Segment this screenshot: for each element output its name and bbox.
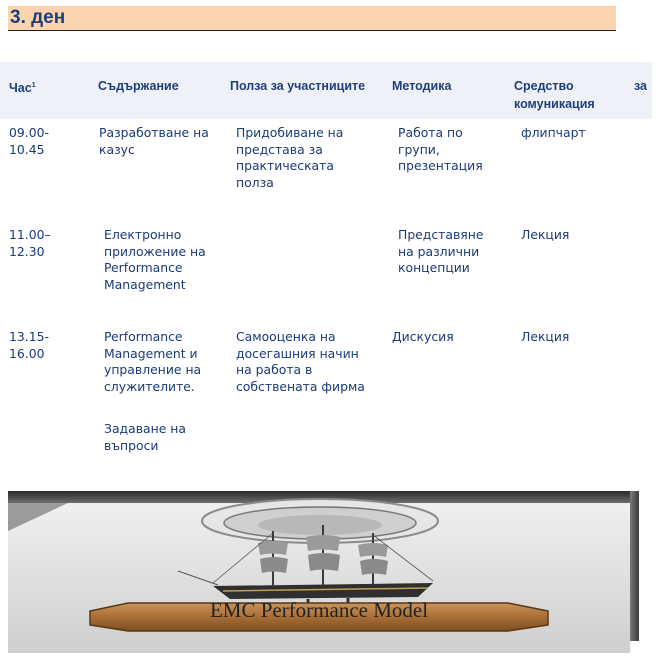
row1-communication: флипчарт	[521, 125, 586, 140]
row3-method: Дискусия	[392, 329, 454, 344]
header-content: Съдържание	[98, 79, 179, 93]
day-header	[8, 6, 616, 31]
header-communication: Средство	[514, 79, 574, 93]
row3-time: 13.15- 16.00	[9, 329, 49, 361]
ship-illustration	[8, 491, 630, 653]
image-edge	[630, 491, 639, 641]
header-communication-za: за	[634, 79, 648, 93]
row3-content-extra: Задаване на въпроси	[104, 421, 186, 453]
row3-communication: Лекция	[521, 329, 570, 344]
ship-scene-graphic	[8, 491, 630, 653]
row1-time: 09.00- 10.45	[9, 125, 49, 157]
header-benefit: Полза за участниците	[230, 79, 366, 93]
nameplate-caption: EMC Performance Model	[209, 598, 429, 622]
row3-benefit: Самооценка на досегашния начин на работа в собствената фирма	[236, 329, 365, 394]
row2-method: Представяне на различни концепции	[398, 227, 484, 275]
row2-time: 11.00– 12.30	[9, 227, 51, 259]
footnote-marker: 1	[31, 82, 36, 89]
row1-content: Разработване на казус	[99, 125, 209, 157]
table-header-row	[0, 62, 652, 119]
header-method: Методика	[392, 79, 452, 93]
day-title: 3. ден	[10, 7, 66, 28]
row1-benefit: Придобиване на представа за практическата полза	[236, 125, 344, 190]
row2-communication: Лекция	[521, 227, 570, 242]
header-time: Час$^1$	[9, 81, 36, 96]
row1-method: Работа по групи, презентация	[398, 125, 483, 173]
row2-content: Електронно приложение на Performance Management	[104, 227, 206, 292]
header-communication-line2: комуникация	[514, 97, 595, 111]
row3-content: Performance Management и управление на служителите.	[104, 329, 202, 394]
